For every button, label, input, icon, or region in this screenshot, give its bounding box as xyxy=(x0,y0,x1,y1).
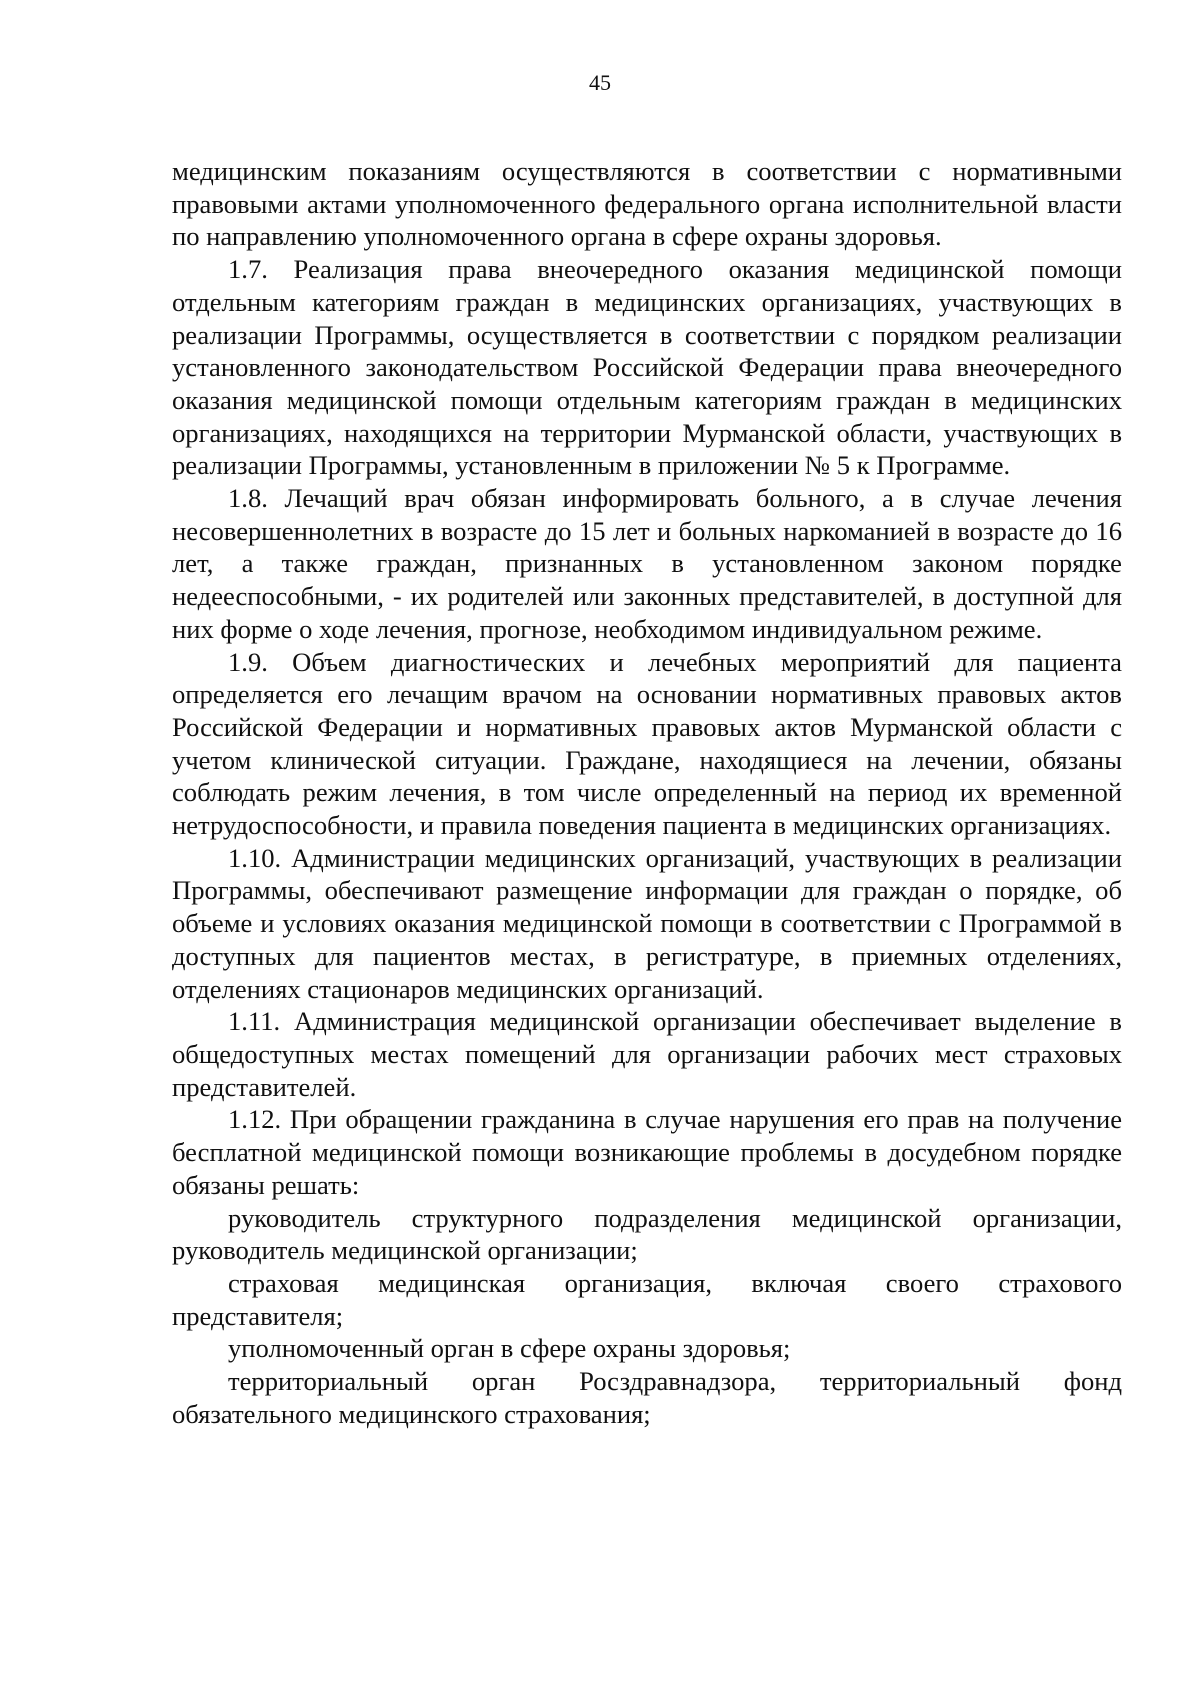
list-item-roszdravnadzor: территориальный орган Росздравнадзора, территориальный фонд обязательного медицинского страхования; xyxy=(172,1366,1122,1429)
paragraph-1-10: 1.10. Администрации медицинских организаций, участвующих в реализации Программы, обеспечивают размещение информации для граждан о порядке, об объеме и условиях оказания медицинской помощи в соответствии с Программой в доступных для пациентов местах, в регистратуре, в приемных отделениях, отделениях стационаров медицинских организаций. xyxy=(172,842,1122,1004)
paragraph-continuation: медицинским показаниям осуществляются в соответствии с нормативными правовыми актами уполномоченного федерального органа исполнительной власти по направлению уполномоченного органа в сфере охраны здоровья. xyxy=(172,156,1122,252)
paragraph-1-12: 1.12. При обращении гражданина в случае нарушения его прав на получение бесплатной медицинской помощи возникающие проблемы в досудебном порядке обязаны решать: xyxy=(172,1104,1122,1200)
page-number: 45 xyxy=(589,70,611,95)
list-item-head-of-division: руководитель структурного подразделения медицинской организации, руководитель медицинской организации; xyxy=(172,1202,1122,1266)
paragraph-1-11: 1.11. Администрация медицинской организации обеспечивает выделение в общедоступных местах помещений для организации рабочих мест страховых представителей. xyxy=(172,1006,1122,1102)
list-item-health-authority: уполномоченный орган в сфере охраны здоровья; xyxy=(228,1333,791,1364)
paragraph-1-7: 1.7. Реализация права внеочередного оказания медицинской помощи отдельным категориям граждан в медицинских организациях, участвующих в реализации Программы, осуществляется в соответствии с порядком реализации установленного законодательством Российской Федерации права внеочередного оказания медицинской помощи отдельным категориям граждан в медицинских организациях, находящихся на территории Мурманской области, участвующих в реализации Программы, установленным в приложении № 5 к Программе. xyxy=(172,254,1122,481)
paragraph-1-9: 1.9. Объем диагностических и лечебных мероприятий для пациента определяется его лечащим врачом на основании нормативных правовых актов Российской Федерации и нормативных правовых актов Мурманской области с учетом клинической ситуации. Граждане, находящиеся на лечении, обязаны соблюдать режим лечения, в том числе определенный на период их временной нетрудоспособности, и правила поведения пациента в медицинских организациях. xyxy=(172,646,1122,841)
paragraph-1-8: 1.8. Лечащий врач обязан информировать больного, а в случае лечения несовершеннолетних в возрасте до 15 лет и больных наркоманией в возрасте до 16 лет, а также граждан, признанных в установленном законом порядке недееспособными, - их родителей или законных представителей, в доступной для них форме о ходе лечения, прогнозе, необходимом индивидуальном режиме. xyxy=(172,483,1122,644)
list-item-insurance-organization: страховая медицинская организация, включая своего страхового представителя; xyxy=(172,1267,1122,1331)
document-body xyxy=(172,155,1122,1430)
